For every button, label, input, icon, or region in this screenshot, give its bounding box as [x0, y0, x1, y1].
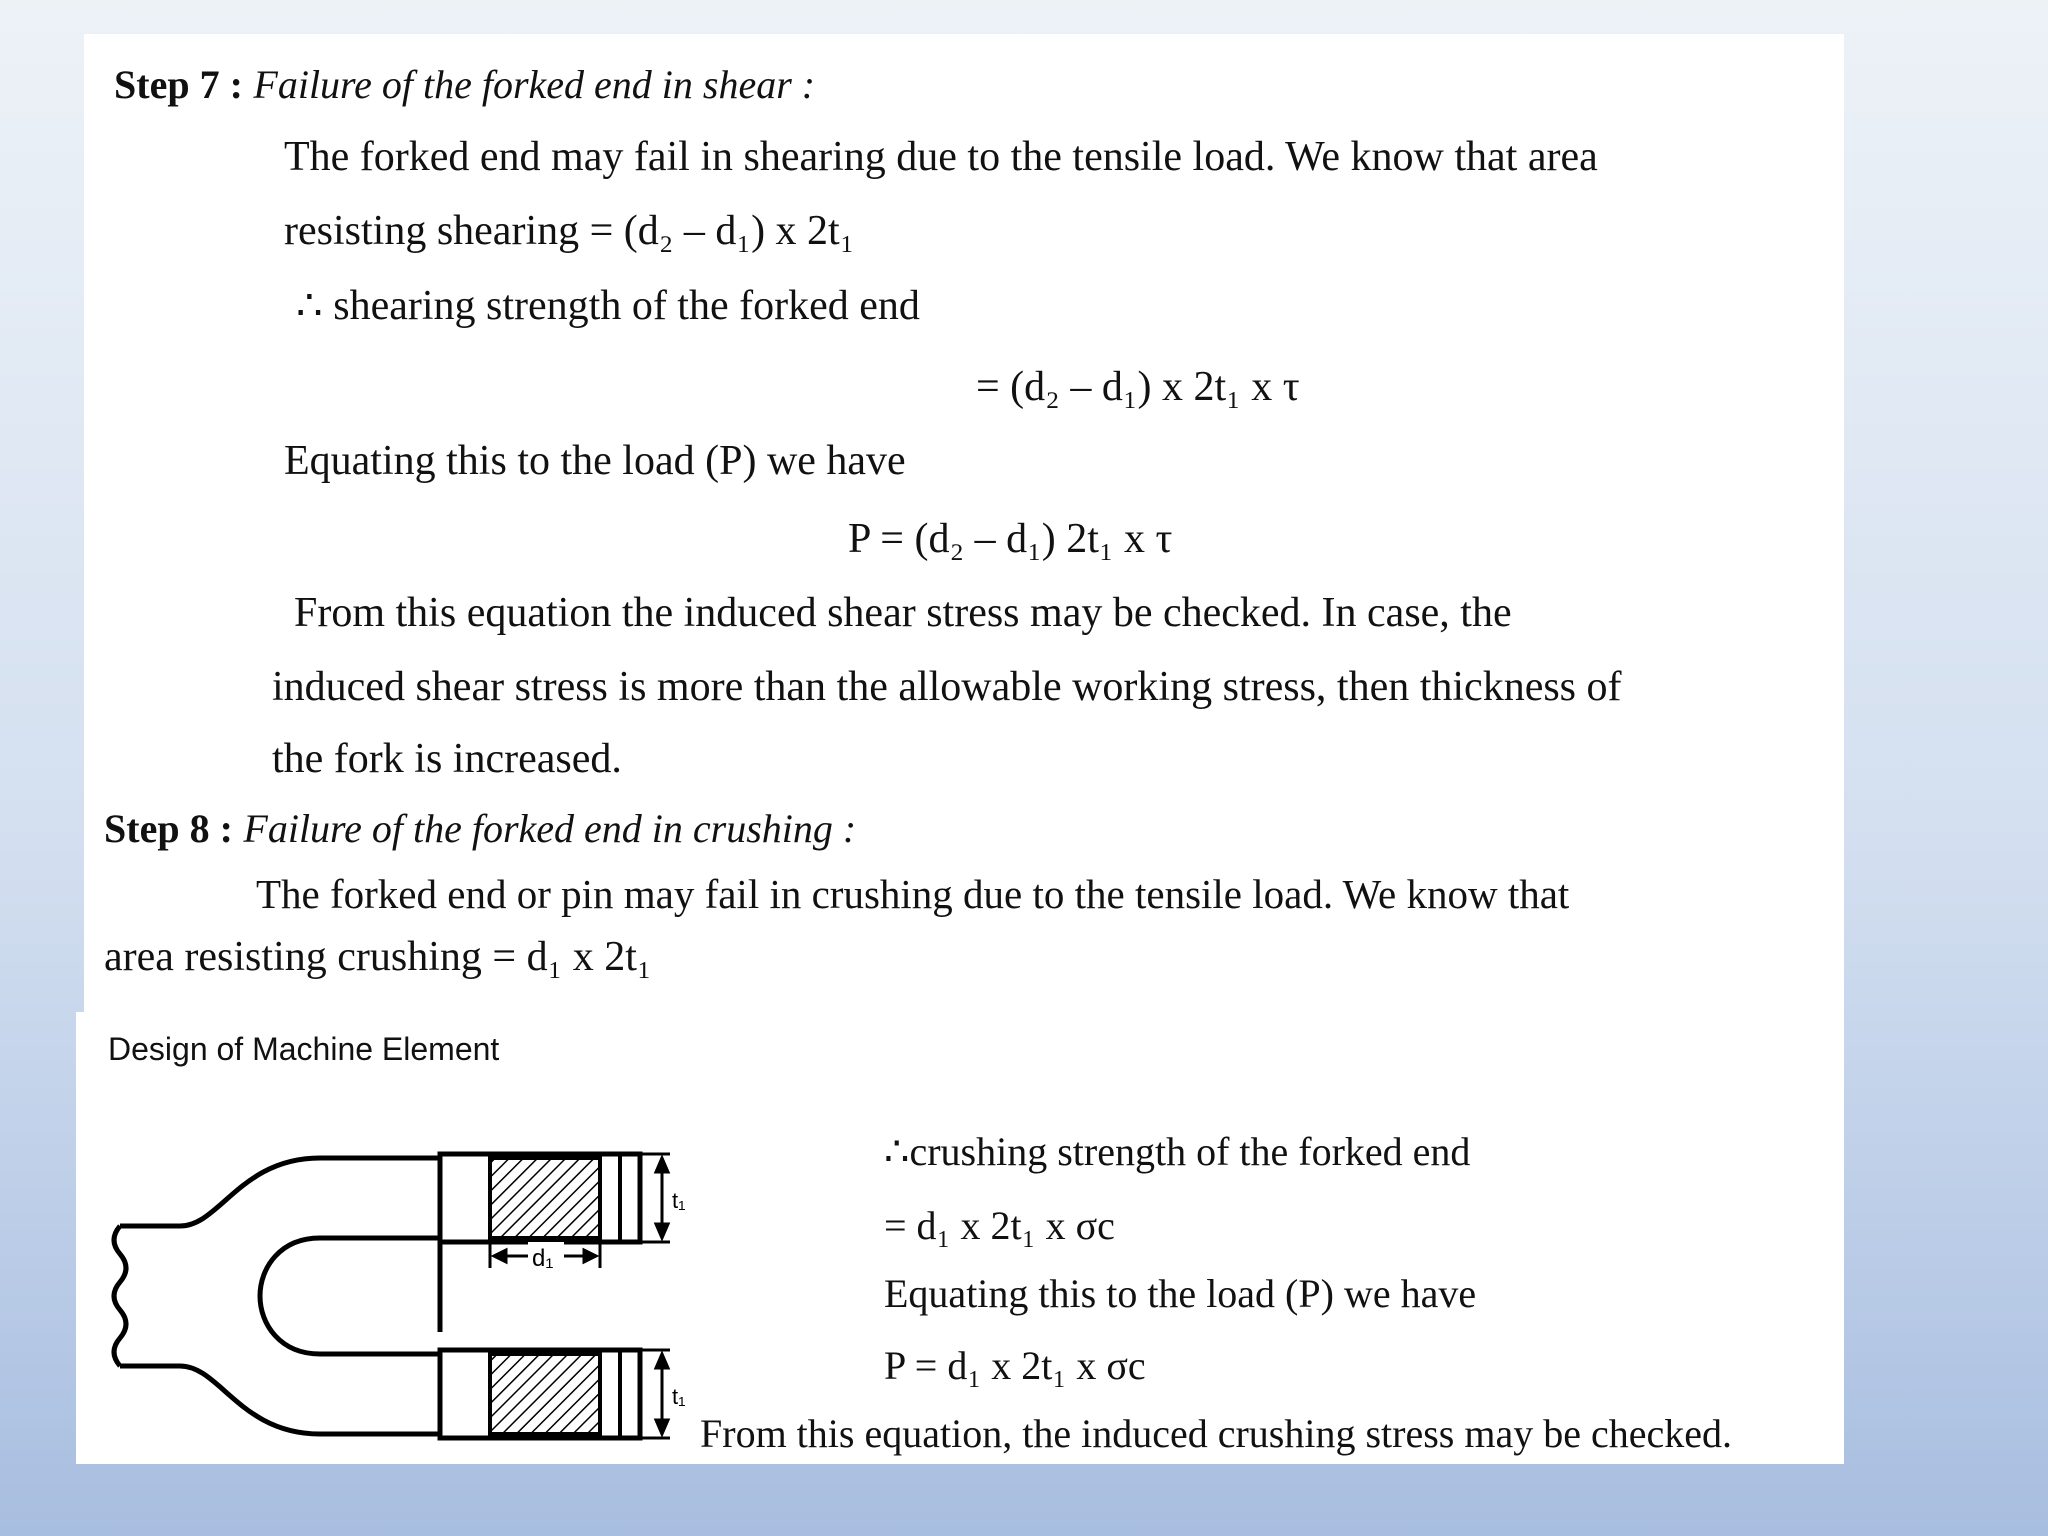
fork-inner-outline: [260, 1238, 440, 1354]
step7-text-line8: induced shear stress is more than the allowable working stress, then thickness of: [272, 664, 1622, 710]
step7-title: Failure of the forked end in shear :: [253, 62, 816, 107]
step8-text-line1: The forked end or pin may fail in crushing due to the tensile load. We know that: [256, 871, 1570, 917]
crushing-equation-1: = d₁ x 2t₁ x σc: [884, 1203, 1115, 1248]
crushing-text-line3: Equating this to the load (P) we have: [884, 1271, 1477, 1316]
step7-heading: [114, 64, 815, 106]
bottom-hatched-pin-section: [490, 1354, 600, 1434]
step7-text-line3: ∴ shearing strength of the forked end: [296, 283, 920, 329]
crushing-text-line1: ∴crushing strength of the forked end: [884, 1129, 1471, 1174]
step7-text-line5: Equating this to the load (P) we have: [284, 438, 906, 484]
t1-bottom-dimension: [640, 1350, 670, 1438]
step7-text-line1: The forked end may fail in shearing due to the tensile load. We know that area: [284, 134, 1598, 180]
step8-text-line2: area resisting crushing = d₁ x 2t₁: [104, 934, 652, 980]
t1-top-dimension: [640, 1154, 670, 1242]
step7-equation-1: = (d₂ – d₁) x 2t₁ x τ: [976, 364, 1300, 410]
step7-label: Step 7 :: [114, 62, 243, 107]
forked-end-diagram: [110, 1118, 720, 1458]
step7-text-line7: From this equation the induced shear stress may be checked. In case, the: [294, 590, 1512, 636]
page-header: Design of Machine Element: [108, 1031, 500, 1067]
step7-text-line2: resisting shearing = (d₂ – d₁) x 2t₁: [284, 208, 855, 254]
top-hatched-pin-section: [490, 1158, 600, 1238]
wavy-break-line: [114, 1226, 126, 1366]
d1-label: d₁: [532, 1245, 554, 1272]
crushing-equation-2: P = d₁ x 2t₁ x σc: [884, 1343, 1146, 1388]
step8-label: Step 8 :: [104, 806, 233, 851]
t1-top-label: t₁: [672, 1188, 686, 1213]
step7-equation-2: P = (d₂ – d₁) 2t₁ x τ: [848, 516, 1173, 562]
step7-text-line9: the fork is increased.: [272, 736, 622, 782]
t1-bottom-label: t₁: [672, 1384, 686, 1409]
step8-heading: [104, 808, 856, 850]
crushing-text-line5: From this equation, the induced crushing stress may be checked.: [700, 1411, 1732, 1456]
fork-outer-outline: [120, 1158, 440, 1332]
step8-title: Failure of the forked end in crushing :: [243, 806, 857, 851]
